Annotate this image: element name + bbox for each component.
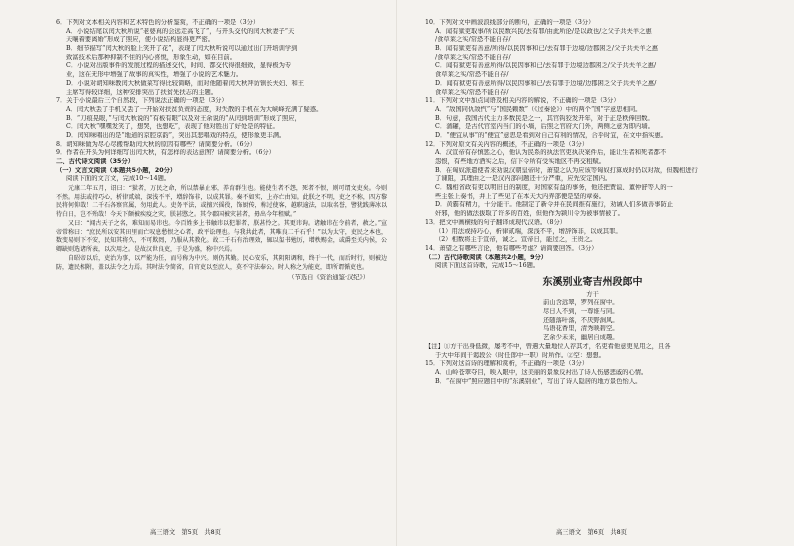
- question-stem: 15．下列对这首诗的理解和赏析，不正确的一项是（3分）: [425, 360, 589, 368]
- poem-line: 鸟语花香里，清秀映碧空。: [543, 325, 619, 333]
- answer-option: D．闰知味唱出的是“地道的京腔京韵”，突出其悲唱戏的特点，使形象更丰满。: [66, 131, 286, 139]
- poem-author: 方干: [586, 290, 599, 298]
- answer-option: A．闰大秋丢了手机又丢了一开始对扶贫负责的态度，对失散的手机在为大峡峰充满了疑惑。: [66, 105, 323, 113]
- question-stem: 11．下列对文中加点词语及相关内容的解说，不正确的一项是（3分）: [425, 97, 620, 105]
- poem-title: 东溪别业寄吉州段郎中: [542, 276, 643, 288]
- text-line: 怨恨，有些地方酒实之后，信下令所有受实地区不再交租赋。: [435, 158, 606, 165]
- page-footer-right: 高三语文 第6页 共8页: [556, 529, 627, 537]
- answer-option: B．“刀痕晃眼，”与闰大秋说的“有板有眼”以及对王余说的“从闰到培训”形成了照应，: [66, 114, 301, 122]
- answer-option: C．闰大秋“嘿嘿发笑了，想哭，也想吃”，表现了他对胜出了好处是的特征。: [66, 123, 279, 131]
- answer-option: B．闻有狱吏有善意/所得/以民因事和已/去有罪于边境/边郡困乏/父子共夫羊之惠: [435, 45, 659, 53]
- question-stem: 6．下列对文本相关内容和艺术特色的分析鉴赏，不正确的一项是（3分）: [56, 19, 260, 26]
- answer-option: （2）相数将主于宣帝，诚之。宣帝日，能过之，王贵之。: [435, 236, 597, 244]
- answer-option: C．蒲罐，是古代官室内当门的小墙，后照之官府大门外，两侧之意为即内墙。: [435, 123, 654, 131]
- answer-option: （1）用法或持巧心，析律贰端，深浅不平，增辞饰非，以成其罪。: [435, 227, 622, 235]
- passage-source: （节选自《资治通鉴·汉纪》）: [288, 274, 369, 282]
- text-line: 些主张上奏书，并上了些见了在本天大内弄部便是坚的章奏。: [435, 192, 606, 200]
- answer-option: D．小说对胡知味教闰大秋做菜写得比较简略，而对他随着闰大秋拜访镇长夫妇、和王: [66, 79, 305, 87]
- answer-option: D．黄霸有精力，十分能干。他制定了新令并在民间推有施行，劝诫人们多做善事防止: [435, 201, 674, 209]
- answer-option: A．小说结尾以闰大秋所说“老婆真的会远走高飞了”，与开头交代的闰大秋妻子“天: [66, 27, 295, 35]
- poem-body: [425, 299, 760, 342]
- answer-option: C．魏相省政有吏以明旧日的制度，对国家有益的事务，他还把贾谊、董仲舒等人的一: [435, 184, 673, 192]
- poetry-instruction: 阅读下面这首诗歌，完成15～16题。: [435, 262, 540, 270]
- question-stem: 7．关于小说最后三个自然段，下列说法正确的一项是（3分）: [56, 97, 228, 105]
- text-line: 阅读下面的文言文，完成10～14题。: [66, 175, 171, 183]
- answer-option: B．句意，我国古代主力多数民是之一，其官钩狡发开年，对于正是秩俸回数。: [435, 114, 654, 122]
- poem-line: 尽日人不到，一尊谁与同。: [543, 308, 619, 316]
- text-line: 食草莱之实/常恐不能自存/: [435, 88, 509, 96]
- left-question-block: [56, 19, 387, 184]
- question-stem: 9．作者在开头为何详细写出闰大秋，有怎样的表达意图？请简要分析。（6分）: [56, 149, 275, 157]
- passage-paragraph: 自昭帝以后，吏治为事，以严能为任，而号称为中兴。则仍其勤。民心安乐，其阴阳调和，终于一代，而后时行，则被边防，遗民相附，盖以法令之力焉。其时法令简省，自官吏以至庶人，莫不守法奉公。时人称之为能吏，即所谓循吏也。: [56, 255, 387, 271]
- answer-option: C．小说对出版事件的发展过程的描述交代，时间、都交代得很细致，显得极为专: [66, 62, 292, 70]
- text-line: 食草莱之实/常恐不能自存/: [435, 71, 509, 79]
- answer-option: A．“敌国同仇敌忾”与“国民赖数”（《过秦论》）中的两个“国”字意思相同。: [435, 105, 642, 113]
- classical-passage: [56, 185, 387, 272]
- text-line: 了谏阻，其理由之一是汉内部问题还十分严重，应先安定国内。: [435, 175, 612, 183]
- text-line: 主席写得较详细，这种安排突出了扶贫先扶志的主题。: [66, 88, 218, 96]
- answer-option: A．汉宣帝有存慎惩之心，他认为民系的执法官吏执决案件后，能让生者和死者都不: [435, 149, 667, 157]
- section-heading: 二、古代诗文阅读（35分）: [56, 158, 135, 165]
- answer-option: B．“在窗中”照应题目中的“东溪别业”，写出了诗人隐居的地方景色怡人。: [435, 377, 642, 385]
- answer-option: B．细节描写“闰大秋的脸上笑开了花”，表现了闰大秋听说可以通过出门开培训学到: [66, 45, 298, 53]
- page-footer-left: 高三语文 第5页 共8页: [150, 529, 221, 537]
- right-question-block: [425, 19, 760, 254]
- answer-option: A．闻有狱吏取事/所以民数兴民/去有罪/由此所论/是以政也/之父子共夫羊之惠: [435, 27, 652, 35]
- answer-option: B．在匈奴派遣使者来劝说汉朝皇帝时，萧望之认为应该等匈奴打算成时仍以对敌，但魏相进行: [435, 166, 698, 174]
- passage-paragraph: 又曰：“闻古天子之名，难知而易讳也。今百姓多上书触讳以犯罪者，朕甚怜之。其更讳询。诸触讳在令前者，赦之。”宣帝常称曰：“庶民所以安其田里而亡叹息愁恨之心者，政平讼理也。与我共此者，其唯良二千石乎！”以为太守，吏民之本也，数变易则下不安，民知其将久，不可欺罔，乃服从其教化。故二千石有治理效，辄以玺书勉厉，增秩赐金，或爵至关内侯，公卿缺则选诸所表，以次用之。是故汉世良吏，于是为盛，称中兴焉。: [56, 220, 387, 253]
- text-line: 于大中年间干谒段公（时任郎中一职）时所作。②空：想想。: [435, 351, 606, 359]
- poem-line: 还随落叶落，不厌野涧风。: [543, 316, 619, 324]
- passage-paragraph: 元康二年五月，诏曰：“狱者，万民之命，所以禁暴止邪，养育群生也。能使生者不怨，死者不恨，则可谓文吏矣。今则不然。用法或持巧心，析律贰端，深浅不平，增辞饰非，以成其罪。奏不如实，上亦亡由知。此朕之不明，吏之不称，四方黎民将何仰哉！二千石各察官属，勿用此人。吏务平法，或擅兴徭役，饰厨传，称过使客，越职逾法，以取名誉，譬犹践薄冰以待白日，岂不殆哉！今天下颇被疾疫之灾，朕甚愍之。其令郡国被灾甚者，毋出今年租赋。”: [56, 185, 387, 218]
- answer-option: D．“便宜从事”的“便宜”意思是看到对自己有利的情况，合乎时宜，在文中指实惠。: [435, 131, 668, 139]
- question-stem: 8．胡知味做为尽心尽搬帮助闰大秋的原因有哪些？请简要分析。（6分）: [56, 140, 257, 148]
- right-page: [397, 0, 794, 546]
- poem-line: 艺余少未来，幽居自成趣。: [543, 334, 619, 342]
- answer-option: D．闻有狱吏有善意所得/以民因事和已/去有罪于边境/边郡困乏父子共夫羊之惠/: [435, 79, 657, 87]
- text-line: 业，这在无形中增强了故事的真实性，增强了小说的艺术魅力。: [66, 71, 243, 79]
- section-heading: （一）文言文阅读（本题共5小题，20分）: [56, 166, 177, 174]
- text-line: 致富技术后那种抑制不住的内心喜悦，形象生动，如在目前。: [66, 53, 237, 61]
- text-line: 奸邪，他的做法拔取了许多的百姓，但他作为颍川令为被事情被了。: [435, 210, 624, 218]
- question-stem: 10．下列对文中画波浪线部分的断句，正确的一项是（3分）: [425, 19, 595, 26]
- text-line: 天嚷着要离婚”形成了照应，使小说结构显得更严密。: [66, 36, 215, 44]
- question-stem: 【注】①方干出身低微，屡考不中，曾遇大量地位人荐其才，名吏看他意更见用之，且各: [425, 342, 671, 350]
- answer-option: C．闻有狱吏有善意所得/以民因事和已/去有罪于边境边郡困乏/父子共夫羊之惠/: [435, 62, 657, 70]
- text-line: /食草莱之实/常恐不能自存/: [435, 36, 511, 44]
- right-question-block-2: [425, 343, 760, 386]
- poem-line: 前山含远翠，罗列在窗中。: [543, 299, 619, 307]
- section-heading-poetry: （二）古代诗歌阅读（本题共2小题，9分）: [425, 253, 548, 261]
- answer-option: A．山岭苍翠夺目，映入眼中，这美丽的景象反衬出了诗人伤感悲戚的心情。: [435, 368, 648, 376]
- question-stem: 12．下列对原文有关内容的概述，不正确的一项是（3分）: [425, 140, 589, 148]
- question-stem: 14．萧望之有哪些言论，他有哪些考虑？请简要回答。（3分）: [425, 244, 598, 252]
- question-stem: 13．把文中画横线的句子翻译成现代汉语。（8分）: [425, 218, 567, 226]
- text-line: /食草莱之实/常恐不能自存/: [435, 53, 511, 61]
